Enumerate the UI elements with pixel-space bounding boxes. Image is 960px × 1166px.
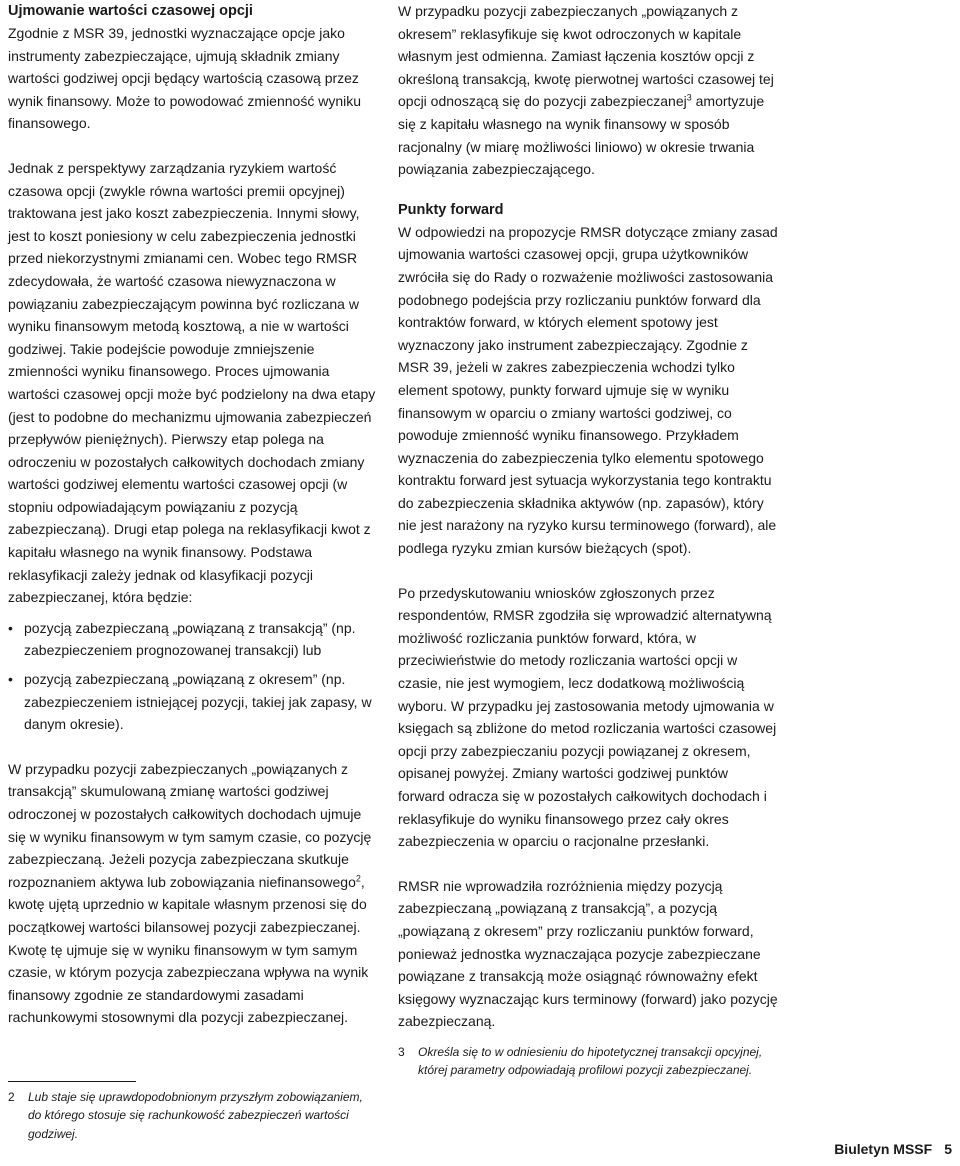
footnote-number: 3 [398, 1044, 405, 1059]
footnote-text: Lub staje się uprawdopodobnionym przyszłym zobowiązaniem, do którego stosuje się rachunkowość zabezpieczeń wartości godziwej. [28, 1089, 363, 1141]
paragraph: RMSR nie wprowadziła rozróżnienia między pozycją zabezpieczaną „powiązaną z transakcją”, a pozycją „powiązaną z okresem” przy rozliczaniu punktów forward, ponieważ jednostka wyznaczająca pozycje zabezpieczane powiązane z transakcją może osiągnąć równoważny efekt księgowy wyznaczając kurs terminowy (forward) jako pozycję zabezpieczaną. [398, 877, 778, 1030]
publication-name: Biuletyn MSSF [834, 1141, 933, 1157]
footnote-number: 2 [8, 1089, 15, 1104]
paragraph [398, 0, 778, 181]
section-heading-time-value: Ujmowanie wartości czasowej opcji [8, 3, 253, 19]
page-footer [834, 1141, 952, 1157]
footnote-ref: 2 [355, 873, 361, 884]
bullet-item: • pozycją zabezpieczaną „powiązaną z okresem” (np. zabezpieczeniem istniejącej pozycji, takiej jak zapasy, w danym okresie). [8, 668, 378, 736]
paragraph: Zgodnie z MSR 39, jednostki wyznaczające opcje jako instrumenty zabezpieczające, ujmują składnik zmiany wartości godziwej opcji będący wartością czasową przez wynik finansowy. Może to powodować zmienność wyniku finansowego. [8, 25, 362, 132]
paragraph-text: , kwotę ujętą uprzednio w kapitale własnym przenosi się do początkowej wartości bilansowej pozycji zabezpieczanej. Kwotę tę ujmuje się w wyniku finansowym w tym samym czasie, w którym pozycja zabezpieczana wpływa na wynik finansowy zgodnie ze standardowymi zasadami rachunkowymi stosownymi dla pozycji zabezpieczanej. [8, 873, 369, 1026]
footnote [398, 1043, 778, 1080]
paragraph: Po przedyskutowaniu wniosków zgłoszonych przez respondentów, RMSR zgodziła się wprowadzić alternatywną możliwość rozliczania punktów forward, która, w przeciwieństwie do metody rozliczania wartości opcji w czasie, nie jest wymogiem, lecz dodatkową możliwością wyboru. W przypadku jej zastosowania metody ujmowania w księgach są zbliżone do metod rozliczania wartości czasowej opcji przy zabezpieczaniu pozycji powiązanej z okresem, opisanej powyżej. Zmiany wartości godziwej punktów forward odracza się w pozostałych całkowitych dochodach i reklasyfikuje do wyniku finansowego przez cały okres zabezpieczenia w oparciu o racjonalne przesłanki. [398, 584, 777, 850]
page-number: 5 [944, 1141, 952, 1157]
footnote-ref: 3 [686, 92, 692, 103]
section-heading-forward-points: Punkty forward [398, 201, 504, 218]
paragraph-text: W przypadku pozycji zabezpieczanych „powiązanych z okresem” reklasyfikuje się kwot odroczonych w kapitale własnym jest odmienna. Zamiast łączenia kosztów opcji z określoną transakcją, kwotę pierwotnej wartości czasowej tej opcji odnoszącą się do pozycji zabezpieczanej [398, 3, 774, 110]
footnote [8, 1088, 378, 1144]
footnote-text: Określa się to w odniesieniu do hipotetycznej transakcji opcyjnej, której parametry odpowiadają profilowi pozycji zabezpieczanej. [418, 1044, 763, 1078]
bullet-item: • pozycją zabezpieczaną „powiązaną z transakcją” (np. zabezpieczeniem prognozowanej transakcji) lub [8, 617, 378, 662]
bullet-list [8, 617, 378, 736]
paragraph-text: amortyzuje się z kapitału własnego na wynik finansowy w sposób racjonalny (w miarę możliwości liniowo) w okresie trwania powiązania zabezpieczającego. [398, 93, 765, 178]
left-column [8, 0, 378, 1143]
paragraph [8, 758, 378, 1029]
paragraph: Jednak z perspektywy zarządzania ryzykiem wartość czasowa opcji (zwykle równa wartości premii opcyjnej) traktowana jest jako koszt zabezpieczenia. Innymi słowy, jest to koszt poniesiony w celu zabezpieczenia jednostki przed niekorzystnymi zmianami cen. Wobec tego RMSR zdecydowała, że wartość czasowa niewyznaczona w powiązaniu zabezpieczającym powinna być rozliczana w wyniku finansowym metodą kosztową, a nie w wartości godziwej. Takie podejście powoduje zmniejszenie zmienności wyniku finansowego. Proces ujmowania wartości czasowej opcji może być podzielony na dwa etapy (jest to podobne do mechanizmu ujmowania zabezpieczeń przepływów pieniężnych). Pierwszy etap polega na odroczeniu w pozostałych całkowitych dochodach zmiany wartości godziwej elementu wartości czasowej opcji (w stopniu odpowiadającym powiązaniu z pozycją zabezpieczaną). Drugi etap polega na reklasyfikacji kwot z kapitału własnego na wynik finansowy. Podstawa reklasyfikacji zależy jednak od klasyfikacji pozycji zabezpieczanej, która będzie: [8, 159, 376, 606]
right-column [398, 0, 778, 1080]
paragraph: W odpowiedzi na propozycje RMSR dotyczące zmiany zasad ujmowania wartości czasowej opcji, grupa użytkowników zwróciła się do Rady o rozważenie możliwości zastosowania podobnego podejścia przy rozliczaniu punktów forward dla kontraktów forward, w których element spotowy jest wyznaczony jako instrument zabezpieczający. Zgodnie z MSR 39, jeżeli w zakres zabezpieczenia wchodzi tylko element spotowy, punkty forward ujmuje się w wyniku finansowym w oparciu o zmiany wartości godziwej, co powoduje zmienność wyniku finansowego. Przykładem wyznaczenia do zabezpieczenia tylko elementu spotowego kontraktu forward jest sytuacja wykorzystania tego kontraktu do zabezpieczenia składnika aktywów (np. zapasów), który nie jest narażony na ryzyko kursu terminowego (forward), ale podlega ryzyku zmian kursów bieżących (spot). [398, 223, 778, 557]
paragraph-text: W przypadku pozycji zabezpieczanych „powiązanych z transakcją” skumulowaną zmianę wartości godziwej odroczonej w pozostałych całkowitych dochodach ujmuje się w wyniku finansowym w tym samym czasie, co pozycję zabezpieczaną. Jeżeli pozycja zabezpieczana skutkuje rozpoznaniem aktywa lub zobowiązania niefinansowego [8, 760, 372, 890]
